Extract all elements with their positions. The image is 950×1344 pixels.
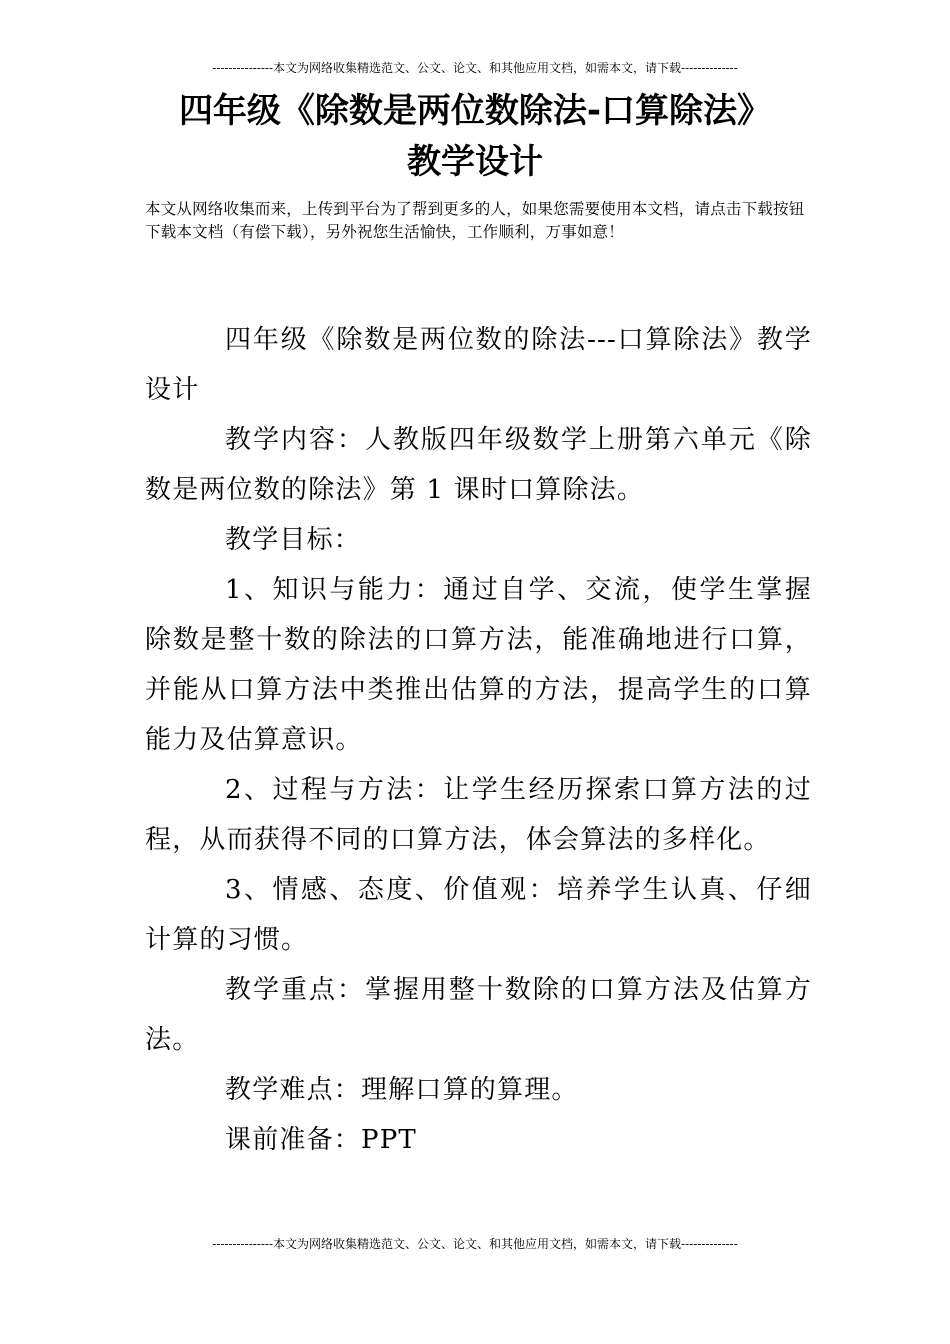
page-footer: ---------------本文为网络收集精选范文、公文、论文、和其他应用文档，如需本文，请下载--------------	[212, 1237, 738, 1251]
document-title-line-2: 教学设计	[407, 142, 543, 182]
document-title: 四年级《除数是两位数除法-口算除法》	[178, 91, 772, 131]
paragraph-key-point: 教学重点：掌握用整十数除的口算方法及估算方法。	[145, 975, 812, 1055]
page-header: ---------------本文为网络收集精选范文、公文、论文、和其他应用文档，如需本文，请下载--------------	[212, 61, 738, 75]
paragraph-teaching-content: 教学内容：人教版四年级数学上册第六单元《除数是两位数的除法》第 1 课时口算除法。	[145, 425, 812, 505]
paragraph-difficulty: 教学难点：理解口算的算理。	[225, 1075, 579, 1105]
paragraph-heading: 四年级《除数是两位数的除法---口算除法》教学设计	[145, 325, 812, 405]
paragraph-teaching-goals-label: 教学目标：	[225, 525, 362, 555]
paragraph-goal-3: 3、情感、态度、价值观：培养学生认真、仔细计算的习惯。	[145, 875, 812, 955]
download-notice: 本文从网络收集而来，上传到平台为了帮到更多的人，如果您需要使用本文档，请点击下载按钮下载本文档（有偿下载），另外祝您生活愉快，工作顺利，万事如意！	[145, 200, 805, 241]
paragraph-goal-1: 1、知识与能力：通过自学、交流，使学生掌握除数是整十数的除法的口算方法，能准确地进行口算，并能从口算方法中类推出估算的方法，提高学生的口算能力及估算意识。	[145, 575, 812, 755]
document-body	[145, 315, 812, 1165]
paragraph-goal-2: 2、过程与方法：让学生经历探索口算方法的过程，从而获得不同的口算方法，体会算法的多样化。	[145, 775, 812, 855]
paragraph-preparation: 课前准备：PPT	[225, 1125, 417, 1155]
